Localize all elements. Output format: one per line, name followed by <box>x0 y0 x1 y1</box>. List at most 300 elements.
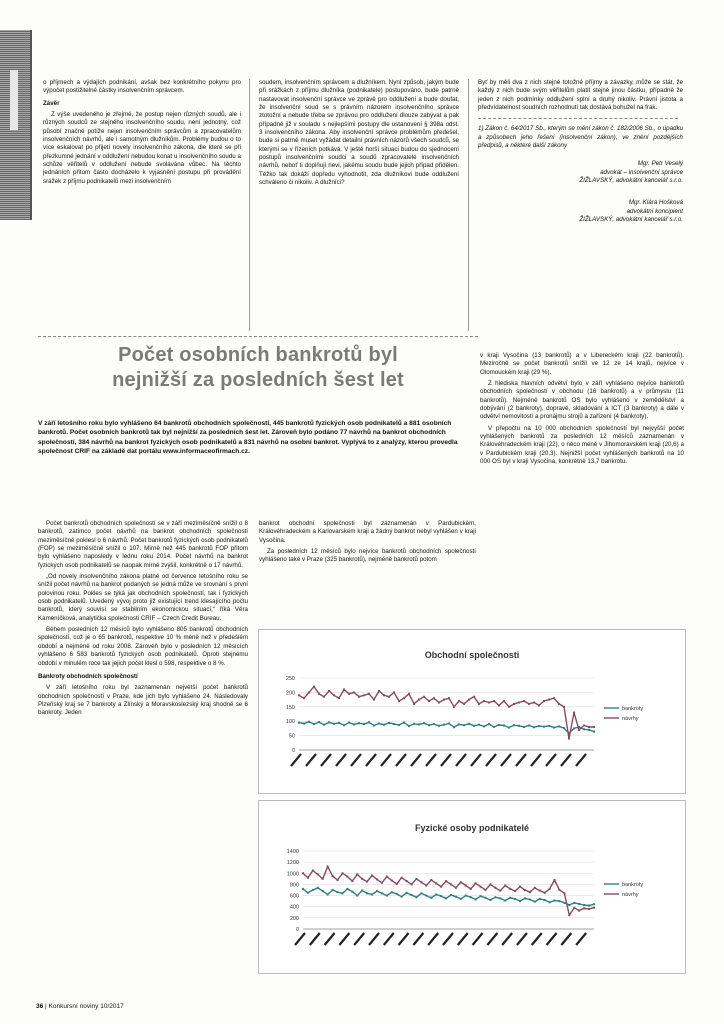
x-tick-label <box>502 933 512 945</box>
data-point <box>378 690 380 692</box>
footnote: 1) Zákon č. 64/2017 Sb., kterým se mění zákon č. 182/2006 Sb., o úpadku a způsobech jeho řešení (insolvenční zákon), ve znění pozdějších předpisů, a některé další zákony <box>478 125 683 150</box>
y-tick-label: 1000 <box>286 871 299 878</box>
data-point <box>406 880 408 882</box>
data-point <box>423 696 425 698</box>
data-point <box>458 723 460 725</box>
y-tick-label: 200 <box>285 690 295 697</box>
x-tick-label <box>325 933 335 945</box>
data-point <box>563 902 565 904</box>
data-point <box>361 878 363 880</box>
data-point <box>338 722 340 724</box>
x-tick-label <box>441 754 451 766</box>
data-point <box>403 697 405 699</box>
x-tick-label <box>381 754 391 766</box>
data-point <box>528 703 530 705</box>
data-point <box>343 724 345 726</box>
data-point <box>519 900 521 902</box>
data-point <box>411 894 413 896</box>
data-point <box>538 704 540 706</box>
data-point <box>403 722 405 724</box>
top-col1-paragraph: Z výše uvedeného je zřejmé, že postup nejen různých soudů, ale i různých soudců ze stejného insolvenčního soudu, není jednotný, což působí značné potíže nejen insolvenčním správcům a zpracovatelům insolvenčních návrhů, ale i samotným dlužníkům. Problémy budou o to více eskalovat po přijetí novely insolvenčního zákona, dle které se při přezkumné jednání v oddlužení nebudou konat u insolvenčního soudu a schůze věřitelů v oddlužení nebude svolávána vůbec. Na těchto jednáních přitom často docházelo k vyjasnění postupu při provádění srážek z příjmu podnikatelů mezi insolvenčním <box>43 111 241 185</box>
data-point <box>544 892 546 894</box>
signature-2 <box>478 199 683 224</box>
data-point <box>401 896 403 898</box>
data-point <box>346 888 348 890</box>
article-column-3 <box>480 352 684 469</box>
data-point <box>533 726 535 728</box>
publication-name: Konkursní noviny 10/2017 <box>48 1003 124 1010</box>
data-point <box>376 878 378 880</box>
data-point <box>489 899 491 901</box>
x-tick-label <box>396 754 406 766</box>
data-point <box>563 727 565 729</box>
data-point <box>433 723 435 725</box>
data-point <box>503 725 505 727</box>
data-point <box>499 890 501 892</box>
data-point <box>548 699 550 701</box>
data-point <box>513 724 515 726</box>
y-tick-label: 200 <box>289 915 299 922</box>
top-col3-paragraph: Byť by měli dva z nich stejné totožné příjmy a závazky, může se stát, že každý z nich bude svým věřitelům platit stejně jinou částku, případně že jeden z nich podmínky oddlužení splní a druhý nikoliv. Právní jistota a předvídatelnost soudních rozhodnutí tak dostává bohužel na frak. <box>478 79 683 112</box>
data-point <box>450 894 452 896</box>
data-point <box>415 878 417 880</box>
data-point <box>484 889 486 891</box>
column-divider <box>468 79 469 331</box>
data-point <box>428 700 430 702</box>
x-tick-label <box>354 933 364 945</box>
x-tick-label <box>426 754 436 766</box>
x-tick-label <box>428 933 438 945</box>
data-point <box>494 887 496 889</box>
section-separator <box>38 336 478 337</box>
data-point <box>533 701 535 703</box>
data-point <box>420 881 422 883</box>
data-point <box>498 724 500 726</box>
data-point <box>473 696 475 698</box>
data-point <box>473 725 475 727</box>
data-point <box>578 729 580 731</box>
x-tick-label <box>351 754 361 766</box>
data-point <box>453 726 455 728</box>
x-tick-label <box>399 933 409 945</box>
data-point <box>371 875 373 877</box>
y-tick-label: 0 <box>295 927 299 933</box>
data-point <box>341 872 343 874</box>
legend-label: návrhy <box>622 716 639 722</box>
legend-label: návrhy <box>622 892 639 898</box>
data-point <box>425 885 427 887</box>
data-point <box>313 723 315 725</box>
data-point <box>583 728 585 730</box>
data-point <box>353 691 355 693</box>
data-point <box>529 898 531 900</box>
data-point <box>460 898 462 900</box>
data-point <box>543 726 545 728</box>
y-tick-label: 800 <box>289 882 299 889</box>
data-point <box>468 723 470 725</box>
chart-fyzicke-osoby <box>258 800 686 974</box>
article-lead: V září letošního roku bylo vyhlášeno 64 bankrotů obchodních společností, 445 bankrotů fyzických osob podnikatelů a 881 osobních bankrotů. Počet osobních bankrotů tak byl nejnižší za posledních šest let. Zároveň bylo podáno 77 návrhů na bankrot obchodních společností, 384 návrhů na bankrot fyzických osob podnikatelů a 831 návrhů na osobní bankrot. Vyplývá to z analýzy, kterou provedla společnost CRIF na základě dat portálu www.informaceofirmach.cz. <box>38 420 458 456</box>
data-point <box>455 887 457 889</box>
data-point <box>568 914 570 916</box>
data-point <box>368 693 370 695</box>
data-point <box>388 696 390 698</box>
data-point <box>298 694 300 696</box>
data-point <box>488 723 490 725</box>
data-point <box>509 897 511 899</box>
data-point <box>351 891 353 893</box>
article-headline <box>38 343 478 393</box>
chart-title: Obchodní společnosti <box>424 650 520 660</box>
data-point <box>528 725 530 727</box>
x-tick-label <box>295 933 305 945</box>
data-point <box>568 737 570 739</box>
article-column-2 <box>259 520 476 568</box>
data-point <box>388 722 390 724</box>
data-point <box>328 690 330 692</box>
data-point <box>348 693 350 695</box>
signature-name: Mgr. Klára Hošková <box>628 199 683 207</box>
data-point <box>583 904 585 906</box>
data-point <box>361 890 363 892</box>
article-paragraph: V září letošního roku byl zaznamenán největší počet bankrotů obchodních společností v Praze, kde jich bylo vyhlášeno 24. Následovaly Plzeňský kraj se 7 bankroty a Zlínský a Moravskoslezský kraj shodně se 6 bankroty. Jeden <box>38 684 248 717</box>
data-point <box>356 895 358 897</box>
top-col2-paragraph: soudem, insolvenčním správcem a dlužníkem. Nyní způsob, jakým bude při srážkách z příjmu dlužníka (podnikatele) postupováno, bude patrně nastavovat insolvenční správce ve zprávě pro oddlužení a bude doufat, že insolvenční soud se s právním názorem insolvenčního správce ztotožní a nebude třeba se zprávou pro oddlužení dlouze zabývat a pak případně již v souladu s nejlepšími postupy dle ustanovení § 398a odst. 3 insolvenčního zákona. Aby insolvenční správce problémům předešel, bude si patrně muset vyžádat detailní právních názorů všech soudců, se kterými se v řízeních potkává. V ještě horší situaci budou do sjednocení postupů insolvenčními soudci a soudů zpracovatelé insolvenčních návrhů, neboť ti doplňují nevi, jakému soudu bude jejich případ přidělen. Těžko tak dokáží dopředu vyhodnotit, zda dlužníkovi bude oddlužení schváleno či nikoliv. A dlužníci? <box>259 79 459 187</box>
data-point <box>333 694 335 696</box>
data-point <box>302 888 304 890</box>
data-point <box>554 900 556 902</box>
side-tab-marker <box>0 30 32 220</box>
data-point <box>563 892 565 894</box>
data-point <box>499 897 501 899</box>
y-tick-label: 250 <box>285 676 295 682</box>
data-point <box>430 897 432 899</box>
data-point <box>460 881 462 883</box>
data-point <box>593 726 595 728</box>
x-tick-label <box>339 933 349 945</box>
data-point <box>408 693 410 695</box>
data-point <box>558 889 560 891</box>
data-point <box>376 890 378 892</box>
data-point <box>450 883 452 885</box>
data-point <box>504 885 506 887</box>
series-line-bankroty <box>299 722 594 734</box>
data-point <box>386 895 388 897</box>
data-point <box>358 722 360 724</box>
data-point <box>509 888 511 890</box>
data-point <box>312 870 314 872</box>
data-point <box>583 907 585 909</box>
article-paragraph: v kraji Vysočina (13 bankrotů) a v Libereckém kraji (22 bankrotů). Meziročně se počet bankrotů snížil ve 12 ze 14 krajů, nejvíce v Olomouckém kraji (29 %). <box>480 352 684 376</box>
data-point <box>488 701 490 703</box>
data-point <box>524 889 526 891</box>
data-point <box>529 891 531 893</box>
data-point <box>408 725 410 727</box>
data-point <box>366 892 368 894</box>
article-paragraph: Počet bankrotů obchodních společností se v září meziměsíčně snížil o 8 bankrotů, zatímco počet návrhů na bankrot obchodních společností meziměsíčně poklesl o 6 návrhů. Počet bankrotů fyzických osob podnikatelů (FOP) se meziměsíčně snížil o 107. Mírně než 445 bankrotů FOP přitom bylo vyhlášeno naposledy v lednu roku 2014. Počet návrhů na bankrot fyzických osob podnikatelů se naopak mírně zvýšil, konkrétně o 17 návrhů. <box>38 520 248 569</box>
data-point <box>322 890 324 892</box>
data-point <box>373 725 375 727</box>
x-tick-label <box>576 933 586 945</box>
data-point <box>539 898 541 900</box>
data-point <box>346 876 348 878</box>
x-tick-label <box>561 933 571 945</box>
x-tick-label <box>531 754 541 766</box>
data-point <box>534 901 536 903</box>
y-tick-label: 150 <box>285 704 295 711</box>
data-point <box>438 701 440 703</box>
data-point <box>386 876 388 878</box>
data-point <box>435 893 437 895</box>
data-point <box>307 892 309 894</box>
data-point <box>563 706 565 708</box>
data-point <box>468 699 470 701</box>
data-point <box>573 727 575 729</box>
y-tick-label: 50 <box>288 733 295 740</box>
top-col1-paragraph: o příjmech a výdajích podnikání, avšak bez konkrétního pokynu pro výpočet postižitelné částky insolvenčním správcem. <box>43 79 241 95</box>
chart-svg <box>259 801 685 973</box>
data-point <box>333 723 335 725</box>
data-point <box>548 725 550 727</box>
data-point <box>351 880 353 882</box>
data-point <box>475 898 477 900</box>
series-line-navrhy <box>299 687 594 739</box>
data-point <box>381 892 383 894</box>
data-point <box>483 700 485 702</box>
data-point <box>435 882 437 884</box>
data-point <box>480 895 482 897</box>
x-tick-label <box>321 754 331 766</box>
x-tick-label <box>384 933 394 945</box>
data-point <box>539 890 541 892</box>
x-tick-label <box>310 933 320 945</box>
data-point <box>470 896 472 898</box>
data-point <box>558 703 560 705</box>
data-point <box>558 725 560 727</box>
data-point <box>328 721 330 723</box>
headline-line: Počet osobních bankrotů byl <box>118 344 398 366</box>
y-tick-label: 1200 <box>286 860 299 867</box>
data-point <box>423 722 425 724</box>
data-point <box>524 897 526 899</box>
x-tick-label <box>561 754 571 766</box>
data-point <box>465 885 467 887</box>
data-point <box>327 893 329 895</box>
data-point <box>448 697 450 699</box>
data-point <box>480 886 482 888</box>
data-point <box>391 880 393 882</box>
data-point <box>588 726 590 728</box>
data-point <box>418 723 420 725</box>
data-point <box>307 877 309 879</box>
x-tick-label <box>369 933 379 945</box>
data-point <box>358 696 360 698</box>
data-point <box>518 701 520 703</box>
data-point <box>420 892 422 894</box>
data-point <box>337 879 339 881</box>
data-point <box>411 883 413 885</box>
x-tick-label <box>306 754 316 766</box>
x-tick-label <box>366 754 376 766</box>
data-point <box>338 697 340 699</box>
article-paragraph: bankrot obchodní společnosti byl zaznamenán v Pardubickém, Královéhradeckém a Karlovarském kraji a žádný bankrot nebyl vyhlášen v kraji Vysočina. <box>259 520 476 544</box>
x-tick-label <box>291 754 301 766</box>
data-point <box>463 724 465 726</box>
data-point <box>381 882 383 884</box>
data-point <box>543 700 545 702</box>
data-point <box>418 699 420 701</box>
data-point <box>593 903 595 905</box>
data-point <box>322 878 324 880</box>
data-point <box>393 691 395 693</box>
data-point <box>425 895 427 897</box>
y-tick-label: 0 <box>291 748 295 754</box>
data-point <box>588 905 590 907</box>
x-tick-label <box>501 754 511 766</box>
article-paragraph: „Od novely insolvenčního zákona platné od července letošního roku se snížil počet návrhů na bankrot podaných se jedná může ve srovnání s první polovinou roku. Pokles se týká jak obchodních společností, tak i fyzických osob podnikatelů. Uvedený vývoj proto již existující trend klesajícího počtu bankrotů, který souvisí se stabilním ekonomickou situací,“ říká Věra Kameníčková, analytička společnosti CRIF – Czech Credit Bureau. <box>38 573 248 622</box>
data-point <box>558 900 560 902</box>
data-point <box>371 893 373 895</box>
data-point <box>458 700 460 702</box>
data-point <box>445 897 447 899</box>
signature-name: Mgr. Petr Veselý <box>637 160 683 168</box>
data-point <box>312 889 314 891</box>
data-point <box>514 898 516 900</box>
data-point <box>428 724 430 726</box>
x-tick-label <box>456 754 466 766</box>
data-point <box>363 694 365 696</box>
data-point <box>549 888 551 890</box>
top-col1-heading: Závěr <box>43 99 60 107</box>
data-point <box>508 727 510 729</box>
data-point <box>523 700 525 702</box>
data-point <box>440 886 442 888</box>
data-point <box>353 723 355 725</box>
data-point <box>493 726 495 728</box>
data-point <box>573 712 575 714</box>
y-tick-label: 100 <box>285 719 295 726</box>
data-point <box>583 725 585 727</box>
data-point <box>448 723 450 725</box>
data-point <box>383 724 385 726</box>
x-tick-label <box>547 933 557 945</box>
data-point <box>523 726 525 728</box>
x-tick-label <box>473 933 483 945</box>
data-point <box>302 872 304 874</box>
data-point <box>519 886 521 888</box>
data-point <box>398 724 400 726</box>
data-point <box>378 723 380 725</box>
data-point <box>341 892 343 894</box>
data-point <box>383 694 385 696</box>
data-point <box>513 703 515 705</box>
data-point <box>568 904 570 906</box>
data-point <box>323 724 325 726</box>
data-point <box>549 901 551 903</box>
data-point <box>553 727 555 729</box>
article-paragraph: V přepočtu na 10 000 obchodních společností byl nejvyšší počet vyhlášených bankrotů za posledních 12 měsíců zaznamenán v Královéhradeckém kraji (22), o něco méně v Jihomoravském kraji (20,6) a v Pardubickém kraji (20,3). Nejnižší počet vyhlášených bankrotů na 10 000 OS byl v kraji Vysočina, konkrétně 13,7 bankrotu. <box>480 424 684 466</box>
signature-firm: ŽIŽLAVSKÝ, advokátní kancelář s.r.o. <box>579 216 683 224</box>
data-point <box>363 723 365 725</box>
x-tick-label <box>443 933 453 945</box>
signature-role: advokátní koncipient <box>626 207 683 215</box>
series-line-navrhy <box>303 867 594 916</box>
x-tick-label <box>576 754 586 766</box>
signature-role: advokát – insolvenční správce <box>600 168 683 176</box>
legend-label: bankroty <box>622 882 644 888</box>
article-subheading: Bankroty obchodních společností <box>38 672 138 680</box>
data-point <box>356 873 358 875</box>
data-point <box>578 903 580 905</box>
data-point <box>503 700 505 702</box>
data-point <box>308 721 310 723</box>
data-point <box>518 725 520 727</box>
data-point <box>573 907 575 909</box>
chart-title: Fyzické osoby podnikatelé <box>414 823 530 833</box>
x-tick-label <box>516 754 526 766</box>
data-point <box>308 691 310 693</box>
data-point <box>483 725 485 727</box>
data-point <box>593 731 595 733</box>
data-point <box>323 696 325 698</box>
data-point <box>298 722 300 724</box>
data-point <box>373 699 375 701</box>
data-point <box>430 879 432 881</box>
data-point <box>332 875 334 877</box>
data-point <box>366 881 368 883</box>
signature-1 <box>478 160 683 185</box>
data-point <box>493 700 495 702</box>
data-point <box>554 879 556 881</box>
data-point <box>318 693 320 695</box>
data-point <box>393 723 395 725</box>
data-point <box>553 697 555 699</box>
article-column-1 <box>38 520 248 721</box>
x-tick-label <box>411 754 421 766</box>
x-tick-label <box>532 933 542 945</box>
article-paragraph: Během posledních 12 měsíců bylo vyhlášeno 805 bankrotů obchodních společností, což je o 65 bankrotů, respektive 10 % méně než v předešlém období a nejméně od roku 2008. Zároveň bylo v posledních 12 měsících vyhlášeno 6 583 bankrotů fyzických osob podnikatelů. Oproti stejnému období v minulém roce tak jejich počet klesl o 598, respektive o 8 %. <box>38 626 248 667</box>
data-point <box>588 729 590 731</box>
data-point <box>588 908 590 910</box>
article-paragraph: Za posledních 12 měsíců bylo nejvíce bankrotů obchodních společností vyhlášeno také v Praze (325 bankrotů), nejméně bankrotů potom <box>259 548 476 564</box>
data-point <box>327 866 329 868</box>
data-point <box>578 910 580 912</box>
column-divider <box>249 79 250 331</box>
data-point <box>538 725 540 727</box>
data-point <box>573 902 575 904</box>
data-point <box>440 895 442 897</box>
data-point <box>463 703 465 705</box>
data-point <box>498 704 500 706</box>
data-point <box>484 897 486 899</box>
data-point <box>443 699 445 701</box>
x-tick-label <box>471 754 481 766</box>
data-point <box>332 889 334 891</box>
data-point <box>317 887 319 889</box>
data-point <box>415 896 417 898</box>
article-paragraph: Z hlediska hlavních odvětví bylo v září vyhlášeno nejvíce bankrotů obchodních společností v obchodu (16 bankrotů) a v průmyslu (11 bankrotů). Nejméně bankrotů OS bylo vyhlášeno v zemědělství a dobývání (2 bankroty), dopravě, skladování a ICT (3 bankroty) a dále v odvětví nemovitostí a pronájmu strojů a zařízení (4 bankroty). <box>480 380 684 421</box>
data-point <box>465 895 467 897</box>
data-point <box>401 877 403 879</box>
data-point <box>489 883 491 885</box>
data-point <box>303 697 305 699</box>
data-point <box>317 873 319 875</box>
data-point <box>593 907 595 909</box>
data-point <box>396 893 398 895</box>
data-point <box>368 721 370 723</box>
chart-svg <box>259 630 685 793</box>
x-tick-label <box>486 754 496 766</box>
